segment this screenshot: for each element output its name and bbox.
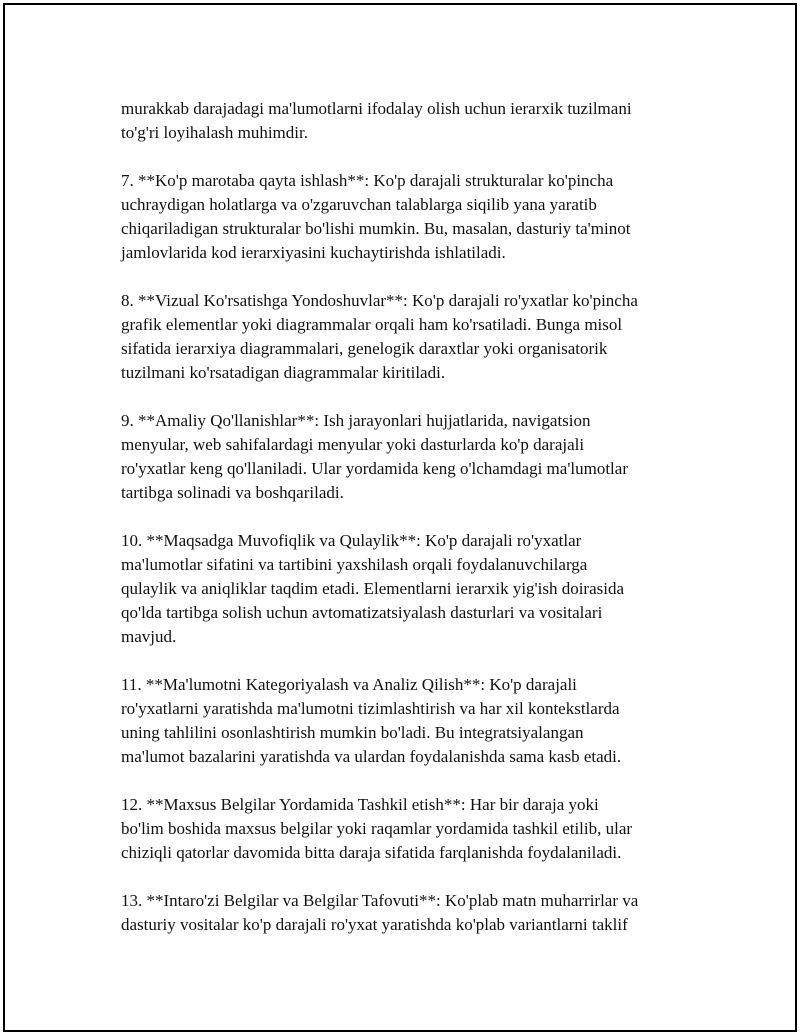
text-line: qulaylik va aniqliklar taqdim etadi. Elementlarni ierarxik yig'ish doirasida [121,579,625,598]
text-line: tartibga solinadi va boshqariladi. [121,483,344,502]
text-line: sifatida ierarxiya diagrammalari, genelogik daraxtlar yoki organisatorik [121,339,608,358]
paragraph-item-10 [121,529,691,649]
text-line: bo'lim boshida maxsus belgilar yoki raqamlar yordamida tashkil etilib, ular [121,819,633,838]
text-line: mavjud. [121,627,177,646]
text-line: qo'lda tartibga solish uchun avtomatizatsiyalash dasturlari va vositalari [121,603,603,622]
text-line: uning tahlilini osonlashtirish mumkin bo'ladi. Bu integratsiyalangan [121,723,584,742]
text-line: ro'yxatlar keng qo'llaniladi. Ular yordamida keng o'lchamdagi ma'lumotlar [121,459,628,478]
text-line: grafik elementlar yoki diagrammalar orqali ham ko'rsatiladi. Bunga misol [121,315,623,334]
text-line: 11. **Ma'lumotni Kategoriyalash va Analiz Qilish**: Ko'p darajali [121,675,577,694]
document-body [121,97,691,961]
paragraph-item-11 [121,673,691,769]
text-line: 8. **Vizual Ko'rsatishga Yondoshuvlar**: Ko'p darajali ro'yxatlar ko'pincha [121,291,638,310]
text-line: menyular, web sahifalardagi menyular yoki dasturlarda ko'p darajali [121,435,585,454]
text-line: uchraydigan holatlarga va o'zgaruvchan talablarga siqilib yana yaratib [121,195,597,214]
text-line: chiziqli qatorlar davomida bitta daraja sifatida farqlanishda foydalaniladi. [121,843,622,862]
paragraph-item-8 [121,289,691,385]
text-line: ma'lumot bazalarini yaratishda va ulardan foydalanishda sama kasb etadi. [121,747,622,766]
document-page [3,3,797,1032]
text-line: ma'lumotlar sifatini va tartibini yaxshilash orqali foydalanuvchilarga [121,555,588,574]
text-line: chiqariladigan strukturalar bo'lishi mumkin. Bu, masalan, dasturiy ta'minot [121,219,631,238]
paragraph-intro-continued [121,97,691,145]
paragraph-item-13 [121,889,691,937]
text-line: 7. **Ko'p marotaba qayta ishlash**: Ko'p darajali strukturalar ko'pincha [121,171,614,190]
text-line: tuzilmani ko'rsatadigan diagrammalar kiritiladi. [121,363,446,382]
text-line: to'g'ri loyihalash muhimdir. [121,123,308,142]
text-line: 13. **Intaro'zi Belgilar va Belgilar Tafovuti**: Ko'plab matn muharrirlar va [121,891,639,910]
text-line: 12. **Maxsus Belgilar Yordamida Tashkil etish**: Har bir daraja yoki [121,795,599,814]
text-line: 9. **Amaliy Qo'llanishlar**: Ish jarayonlari hujjatlarida, navigatsion [121,411,591,430]
paragraph-item-12 [121,793,691,865]
text-line: 10. **Maqsadga Muvofiqlik va Qulaylik**: Ko'p darajali ro'yxatlar [121,531,582,550]
text-line: jamlovlarida kod ierarxiyasini kuchaytirishda ishlatiladi. [121,243,506,262]
text-line: ro'yxatlarni yaratishda ma'lumotni tizimlashtirish va har xil kontekstlarda [121,699,620,718]
paragraph-item-9 [121,409,691,505]
text-line: dasturiy vositalar ko'p darajali ro'yxat yaratishda ko'plab variantlarni taklif [121,915,628,934]
paragraph-item-7 [121,169,691,265]
text-line: murakkab darajadagi ma'lumotlarni ifodalay olish uchun ierarxik tuzilmani [121,99,632,118]
